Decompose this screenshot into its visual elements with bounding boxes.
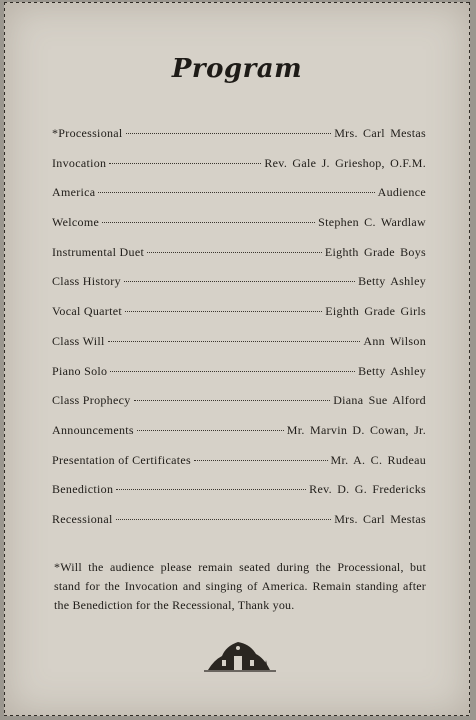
dot-leader [109, 163, 261, 164]
border-left [4, 2, 5, 716]
program-page [4, 2, 470, 716]
mission-building-icon [204, 636, 276, 679]
program-item-label: Invocation [52, 155, 107, 170]
program-item-performer: Diana Sue Alford [333, 393, 426, 408]
program-item-label: Announcements [52, 422, 134, 437]
program-item [52, 274, 426, 304]
program-item-performer: Mr. A. C. Rudeau [330, 452, 426, 467]
program-item-performer: Mrs. Carl Mestas [334, 126, 426, 140]
program-item-performer: Ann Wilson [363, 333, 426, 348]
program-item [52, 126, 426, 156]
border-right [469, 2, 470, 716]
program-item-label: Welcome [52, 215, 100, 230]
program-item [52, 156, 426, 186]
program-item-label: Instrumental Duet [52, 244, 145, 259]
program-item-label: Class History [52, 274, 121, 289]
program-item-performer: Mr. Marvin D. Cowan, Jr. [286, 422, 426, 437]
page-title: Program [171, 54, 303, 84]
program-item-label: America [52, 185, 96, 200]
program-item-label: Presentation of Certificates [52, 452, 192, 467]
program-item-performer: Eighth Grade Boys [324, 244, 426, 259]
dot-leader [108, 341, 361, 342]
program-item-label: Piano Solo [52, 363, 108, 378]
program-item [52, 364, 426, 394]
program-item-label: Class Prophecy [52, 393, 131, 408]
program-item [52, 512, 426, 542]
dot-leader [98, 192, 374, 193]
program-item-performer: Betty Ashley [358, 363, 426, 378]
dot-leader [110, 371, 355, 372]
border-top [4, 2, 470, 3]
program-item [52, 304, 426, 334]
program-item [52, 215, 426, 245]
program-item-label: Benediction [52, 482, 114, 497]
program-item-performer: Audience [377, 185, 426, 200]
program-item-performer: Stephen C. Wardlaw [318, 215, 426, 230]
program-item-label: Vocal Quartet [52, 304, 122, 319]
dot-leader [194, 460, 328, 461]
program-item [52, 453, 426, 483]
program-item [52, 482, 426, 512]
program-item [52, 334, 426, 364]
program-item-performer: Rev. Gale J. Grieshop, O.F.M. [264, 155, 426, 170]
program-item [52, 185, 426, 215]
dot-leader [126, 133, 332, 134]
program-item-performer: Mrs. Carl Mestas [334, 511, 426, 526]
dot-leader [137, 430, 284, 431]
dot-leader [116, 519, 332, 520]
program-item-label: Class Will [52, 333, 105, 348]
program-item-performer: Eighth Grade Girls [325, 304, 426, 319]
program-item [52, 245, 426, 275]
dot-leader [116, 489, 306, 490]
program-list [52, 126, 426, 542]
dot-leader [124, 281, 355, 282]
dot-leader [134, 400, 331, 401]
program-item-performer: Rev. D. G. Fredericks [309, 482, 426, 497]
program-item-label: Recessional [52, 511, 113, 526]
program-item-label: *Processional [52, 126, 123, 140]
dot-leader [147, 252, 322, 253]
audience-note: *Will the audience please remain seated during the Processional, but stand for the Invocation and singing of America. Remain standing after the Benediction for the Recessional, Thank you. [54, 560, 426, 612]
border-bottom [4, 715, 470, 716]
program-item [52, 423, 426, 453]
dot-leader [125, 311, 322, 312]
program-item [52, 393, 426, 423]
program-item-performer: Betty Ashley [358, 274, 426, 289]
dot-leader [102, 222, 315, 223]
